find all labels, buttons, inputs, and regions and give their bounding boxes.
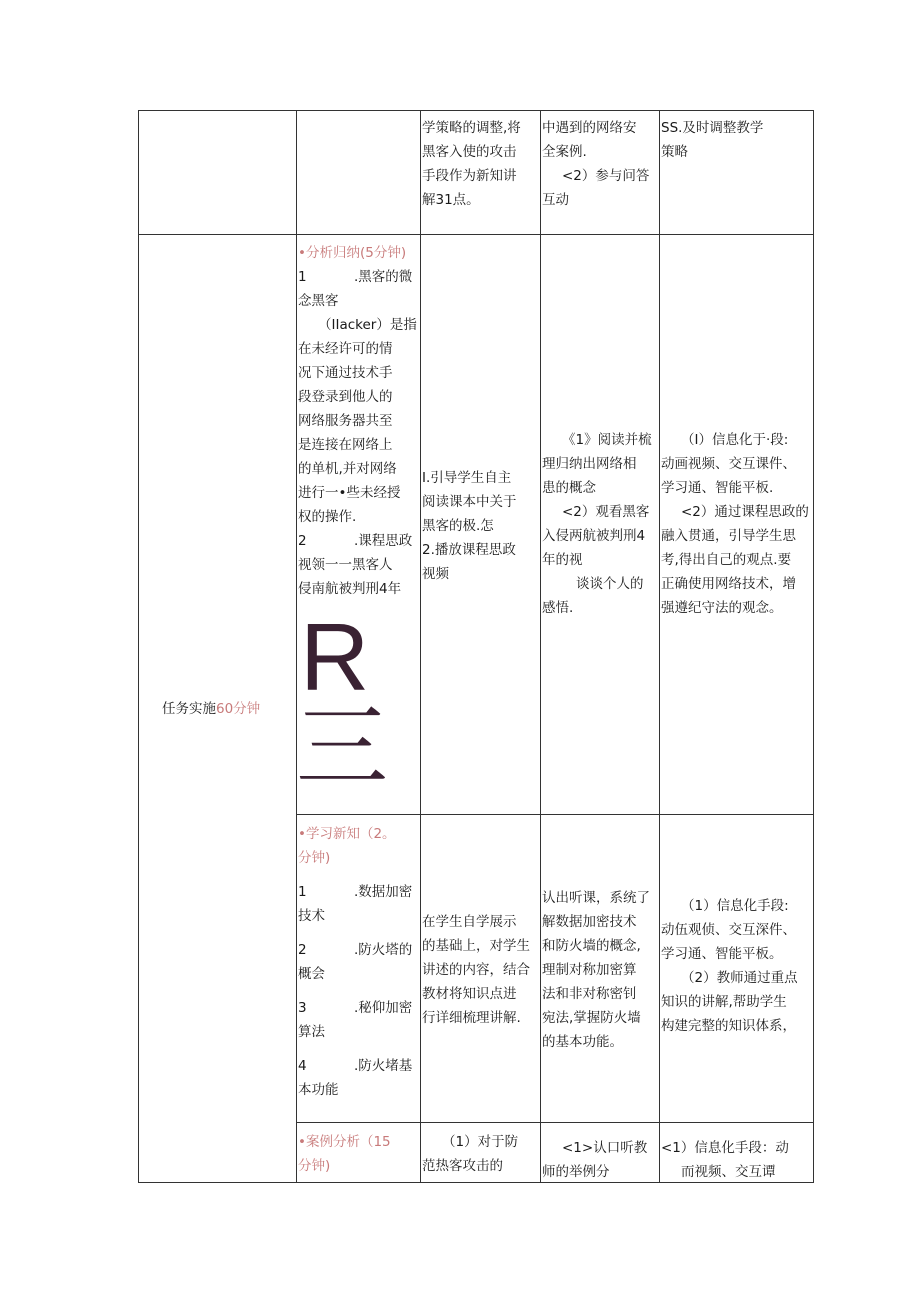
row2-design-intent [661,894,813,1038]
row1-student-activity [542,428,659,620]
row-divider-2 [296,814,814,815]
text-line: 的基础上，对学生 [422,938,530,954]
text-line: 宛法,掌握防火墙 [542,1010,641,1026]
text-line: <1>认口听教 [562,1140,648,1156]
text-line: 的单机,并对网络 [298,461,397,477]
text-line: 概会 [298,966,325,982]
text-line: SS.及时调整教学 [661,120,764,136]
text-line: （2）教师通过重点 [681,970,798,986]
text-line: 认出听课，系统了 [542,890,650,906]
text-line: 解数据加密技术 [542,914,637,930]
text-line: 互动 [542,192,569,208]
text-line: 《1》阅读并梳 [562,432,652,448]
text-line: 学习通、智能平板。 [661,946,783,962]
list-item [298,529,420,553]
text-line: 阅读课本中关于 [422,494,517,510]
phase-label [162,697,296,721]
text-line: 全案例. [542,144,587,160]
text-line: （IIacker）是指 [318,317,417,333]
list-item [298,265,420,289]
item-number: 2 [298,533,307,549]
row3-content [298,1130,420,1178]
row0-student-activity [542,116,659,212]
list-item [298,880,420,904]
row-divider-1 [138,234,814,235]
text-line: 学习通、智能平板. [661,480,774,496]
text-line: 2.播放课程思政 [422,542,516,558]
text-line: 考,得出自己的观点.要 [661,552,792,568]
text-line: 融入贯通，引导学生思 [661,528,796,544]
row3-teacher-activity [422,1130,540,1178]
item-number: 1 [298,269,307,285]
text-line: 在未经许可的情 [298,341,393,357]
text-line: 正确使用网络技术，增 [661,576,796,592]
text-line: 中遇到的网络安 [542,120,637,136]
text-line: 法和非对称密钊 [542,986,637,1002]
text-line: 在学生自学展示 [422,914,517,930]
text-line: 谈谈个人的 [576,576,644,592]
large-glyph-r: R [300,604,370,711]
row3-design-intent [661,1136,813,1184]
list-item [298,1054,420,1078]
row1-teacher-activity [422,466,540,586]
column-divider-3 [540,110,541,1183]
text-line: 入侵两航被判刑4 [542,528,646,544]
row2-teacher-activity [422,910,540,1030]
section-heading-cont: 分钟) [298,1158,331,1174]
text-line: <2）通过课程思政的 [681,504,809,520]
phase-name: 任务实施 [162,701,216,717]
text-line: 年的视 [542,552,583,568]
list-item [298,938,420,962]
text-line: 知识的讲解,帮助学生 [661,994,787,1010]
text-line: 动画视频、交互课件、 [661,456,796,472]
text-line: （1）对于防 [442,1134,519,1150]
item-text: .防火堵基 [354,1058,413,1074]
text-line: 而视频、交互谭 [681,1164,776,1180]
text-line: （1）信息化手段: [681,898,789,914]
item-text: .数据加密 [354,884,413,900]
item-text: .课程思政 [354,533,413,549]
section-heading: •分析归纳(5分钟) [298,245,407,261]
column-divider-4 [659,110,660,1183]
text-line: I.引导学生自主 [422,470,512,486]
text-line: 技术 [298,908,325,924]
text-line: 本功能 [298,1082,339,1098]
column-divider-1 [296,110,297,1183]
text-line: <2）观看黑客 [562,504,650,520]
item-text: .防火塔的 [354,942,413,958]
text-line: 视频 [422,566,449,582]
column-divider-2 [420,110,421,1183]
text-line: 的基本功能。 [542,1034,623,1050]
text-line: 网络服务器共至 [298,413,393,429]
text-line: 师的举例分 [542,1164,610,1180]
text-line: 是连接在网络上 [298,437,393,453]
list-item [298,996,420,1020]
text-line: 行详细梳理讲解. [422,1010,521,1026]
text-line: 学策略的调整,将 [422,120,521,136]
row-divider-3 [296,1122,814,1123]
text-line: 和防火墙的概念, [542,938,641,954]
text-line: 手段作为新知讲 [422,168,517,184]
row2-content [298,822,420,1102]
row2-student-activity [542,886,659,1054]
row0-teacher-activity [422,116,540,212]
text-line: 算法 [298,1024,325,1040]
text-line: 黑客入使的攻击 [422,144,517,160]
row1-content [298,241,420,601]
item-number: 2 [298,942,307,958]
text-line: 构建完整的知识体系， [661,1018,796,1034]
table-top-border [138,110,814,111]
text-line: 理归纳出网络相 [542,456,637,472]
row3-student-activity [542,1136,659,1184]
text-line: 况下通过技术手 [298,365,393,381]
text-line: 策略 [661,144,688,160]
row0-design-intent [661,116,813,164]
text-line: 患的概念 [542,480,596,496]
item-text: .秘仰加密 [354,1000,413,1016]
item-number: 4 [298,1058,307,1074]
table-left-border [138,110,139,1183]
text-line: 范热客攻击的 [422,1158,503,1174]
item-text: .黑客的微 [354,269,413,285]
row1-design-intent [661,428,813,620]
text-line: 权的操作. [298,509,357,525]
text-line: （I）信息化于·段: [681,432,789,448]
text-line: 动伍观侦、交互深件、 [661,922,796,938]
text-line: 黑客的极.怎 [422,518,494,534]
section-heading-cont: 分钟) [298,850,331,866]
text-line: 讲述的内容，结合 [422,962,530,978]
text-line: 教材将知识点进 [422,986,517,1002]
text-line: 视领一一黑客人 [298,557,393,573]
text-line: 强遵纪守法的观念。 [661,600,783,616]
text-line: 侵南航被判刑4年 [298,581,402,597]
section-heading: •案例分析（15 [298,1134,391,1150]
item-number: 3 [298,1000,307,1016]
text-line: <1）信息化手段：动 [661,1140,789,1156]
text-line: 进行一•些未经授 [298,485,401,501]
text-line: 理制对称加密算 [542,962,637,978]
text-line: 感悟. [542,600,574,616]
section-heading: •学习新知（2。 [298,826,396,842]
item-number: 1 [298,884,307,900]
table-right-border [813,110,814,1183]
text-line: <2）参与问答 [562,168,650,184]
text-line: 念黑客 [298,293,339,309]
text-line: 段登录到他人的 [298,389,393,405]
phase-duration: 60分钟 [216,701,261,717]
text-line: 解31点。 [422,192,480,208]
large-glyph-san: 三 [296,694,389,801]
